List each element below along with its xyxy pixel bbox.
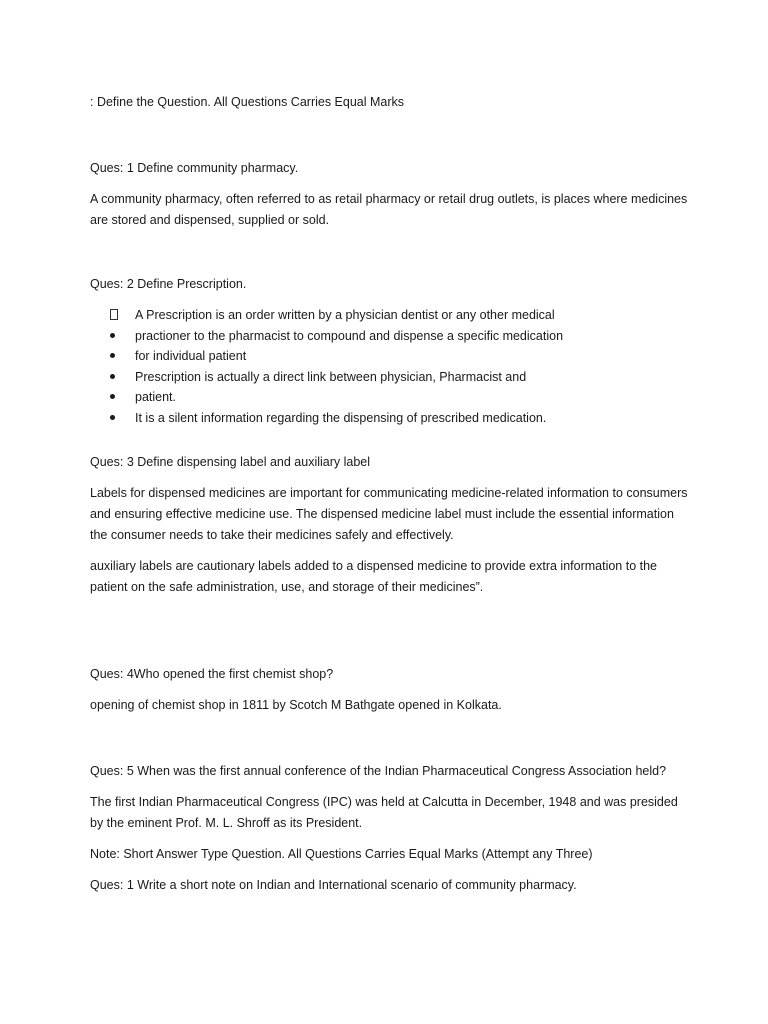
prescription-bullet-list — [90, 305, 690, 428]
question-3: Ques: 3 Define dispensing label and auxiliary label — [90, 455, 371, 469]
document-page — [90, 92, 690, 896]
list-item: practioner to the pharmacist to compound and dispense a specific medication — [90, 326, 690, 347]
bullet-icon — [110, 367, 135, 388]
bullet-icon — [110, 408, 135, 429]
bullet-icon — [110, 346, 135, 367]
answer-3-dispensing-label: Labels for dispensed medicines are important for communicating medicine-related information to consumers and ensuring effective medicine use. The dispensed medicine label must include the essential information the consumer needs to take their medicines safely and effectively. — [90, 486, 688, 542]
bullet-icon — [110, 387, 135, 408]
section-b-question-1: Ques: 1 Write a short note on Indian and International scenario of community pharmacy. — [90, 878, 577, 892]
list-item: It is a silent information regarding the dispensing of prescribed medication. — [90, 408, 690, 429]
question-5: Ques: 5 When was the first annual conference of the Indian Pharmaceutical Congress Association held? — [90, 764, 667, 778]
question-1: Ques: 1 Define community pharmacy. — [90, 161, 299, 175]
answer-1: A community pharmacy, often referred to as retail pharmacy or retail drug outlets, is places where medicines are stored and dispensed, supplied or sold. — [90, 192, 688, 227]
answer-3-auxiliary-label: auxiliary labels are cautionary labels added to a dispensed medicine to provide extra information to the patient on the safe administration, use, and storage of their medicines”. — [90, 559, 657, 594]
answer-5: The first Indian Pharmaceutical Congress (IPC) was held at Calcutta in December, 1948 and was presided by the eminent Prof. M. L. Shroff as its President. — [90, 795, 678, 830]
question-4: Ques: 4Who opened the first chemist shop? — [90, 667, 334, 681]
section-a-heading: : Define the Question. All Questions Carries Equal Marks — [90, 95, 405, 109]
missing-glyph-icon — [110, 305, 135, 326]
list-item: A Prescription is an order written by a physician dentist or any other medical — [90, 305, 690, 326]
list-item: patient. — [90, 387, 690, 408]
section-b-note: Note: Short Answer Type Question. All Questions Carries Equal Marks (Attempt any Three) — [90, 847, 593, 861]
list-item: Prescription is actually a direct link between physician, Pharmacist and — [90, 367, 690, 388]
answer-4: opening of chemist shop in 1811 by Scotch M Bathgate opened in Kolkata. — [90, 698, 502, 712]
question-2: Ques: 2 Define Prescription. — [90, 277, 247, 291]
list-item: for individual patient — [90, 346, 690, 367]
bullet-icon — [110, 326, 135, 347]
